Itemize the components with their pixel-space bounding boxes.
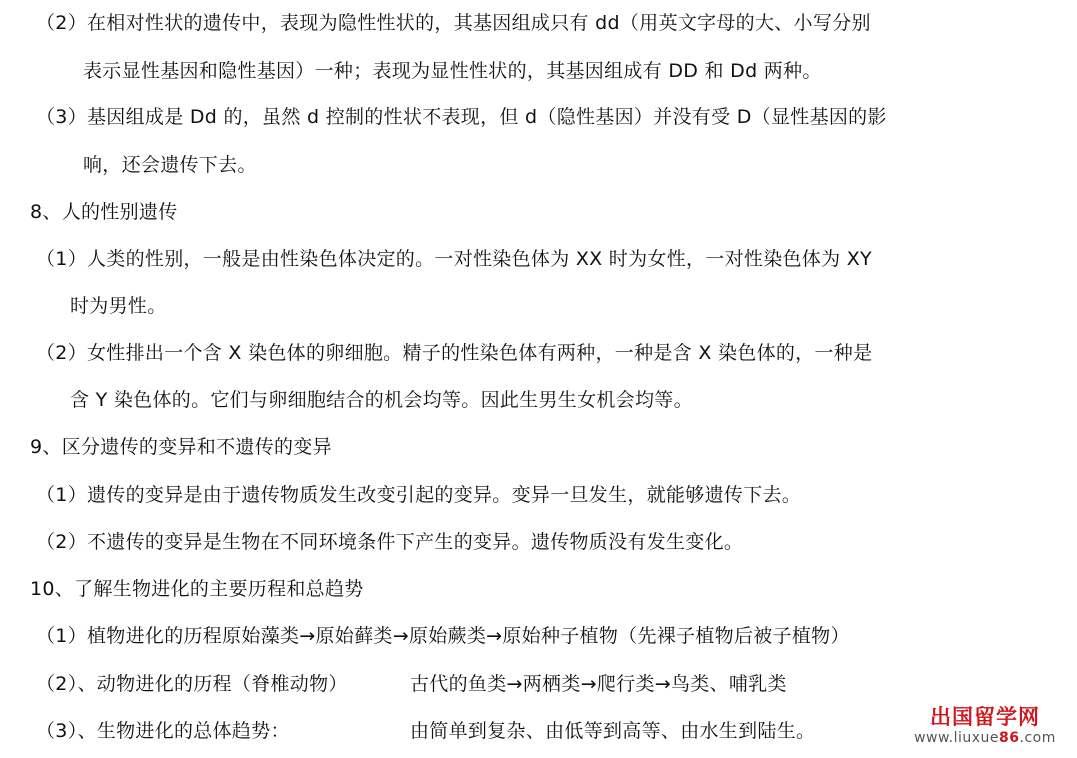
watermark-url-suffix: .com (1019, 730, 1056, 746)
watermark-url-prefix: www.liuxue (914, 730, 1000, 746)
section-9-item-2: （2）不遗传的变异是生物在不同环境条件下产生的变异。遗传物质没有发生变化。 (36, 531, 744, 553)
section-10-item-1: （1）植物进化的历程原始藻类→原始藓类→原始蕨类→原始种子植物（先裸子植物后被子植物） (36, 625, 850, 647)
section-8-item-1-line-2: 时为男性。 (70, 295, 167, 317)
section-9-heading: 9、区分遗传的变异和不遗传的变异 (30, 436, 332, 458)
watermark-title: 出国留学网 (930, 705, 1040, 729)
section-10-item-2-label: （2）、动物进化的历程（脊椎动物） (36, 673, 348, 695)
section-10-item-3-content: 由简单到复杂、由低等到高等、由水生到陆生。 (410, 720, 816, 742)
paragraph-3-line-2: 响，还会遗传下去。 (83, 154, 257, 176)
paragraph-2-line-2: 表示显性基因和隐性基因）一种；表现为显性性状的，其基因组成有 DD 和 Dd 两种。 (83, 60, 822, 82)
section-9-item-1: （1）遗传的变异是由于遗传物质发生改变引起的变异。变异一旦发生，就能够遗传下去。 (36, 484, 802, 506)
watermark-url-number: 86 (999, 730, 1020, 746)
section-10-item-3-label: （3）、生物进化的总体趋势： (36, 720, 290, 742)
section-10-item-2-content: 古代的鱼类→两栖类→爬行类→鸟类、哺乳类 (410, 673, 787, 695)
section-8-heading: 8、人的性别遗传 (30, 201, 178, 223)
section-8-item-2-line-2: 含 Y 染色体的。它们与卵细胞结合的机会均等。因此生男生女机会均等。 (70, 389, 693, 411)
section-10-heading: 10、了解生物进化的主要历程和总趋势 (30, 578, 364, 600)
site-watermark-logo (911, 704, 1059, 750)
section-8-item-2-line-1: （2）女性排出一个含 X 染色体的卵细胞。精子的性染色体有两种，一种是含 X 染色体的，一种是 (36, 342, 873, 364)
watermark-url (911, 730, 1059, 746)
paragraph-2-line-1: （2）在相对性状的遗传中，表现为隐性性状的，其基因组成只有 dd（用英文字母的大、小写分别 (36, 12, 871, 34)
paragraph-3-line-1: （3）基因组成是 Dd 的，虽然 d 控制的性状不表现，但 d（隐性基因）并没有受 D（显性基因的影 (36, 106, 887, 128)
section-8-item-1-line-1: （1）人类的性别，一般是由性染色体决定的。一对性染色体为 XX 时为女性，一对性染色体为 XY (36, 248, 872, 270)
